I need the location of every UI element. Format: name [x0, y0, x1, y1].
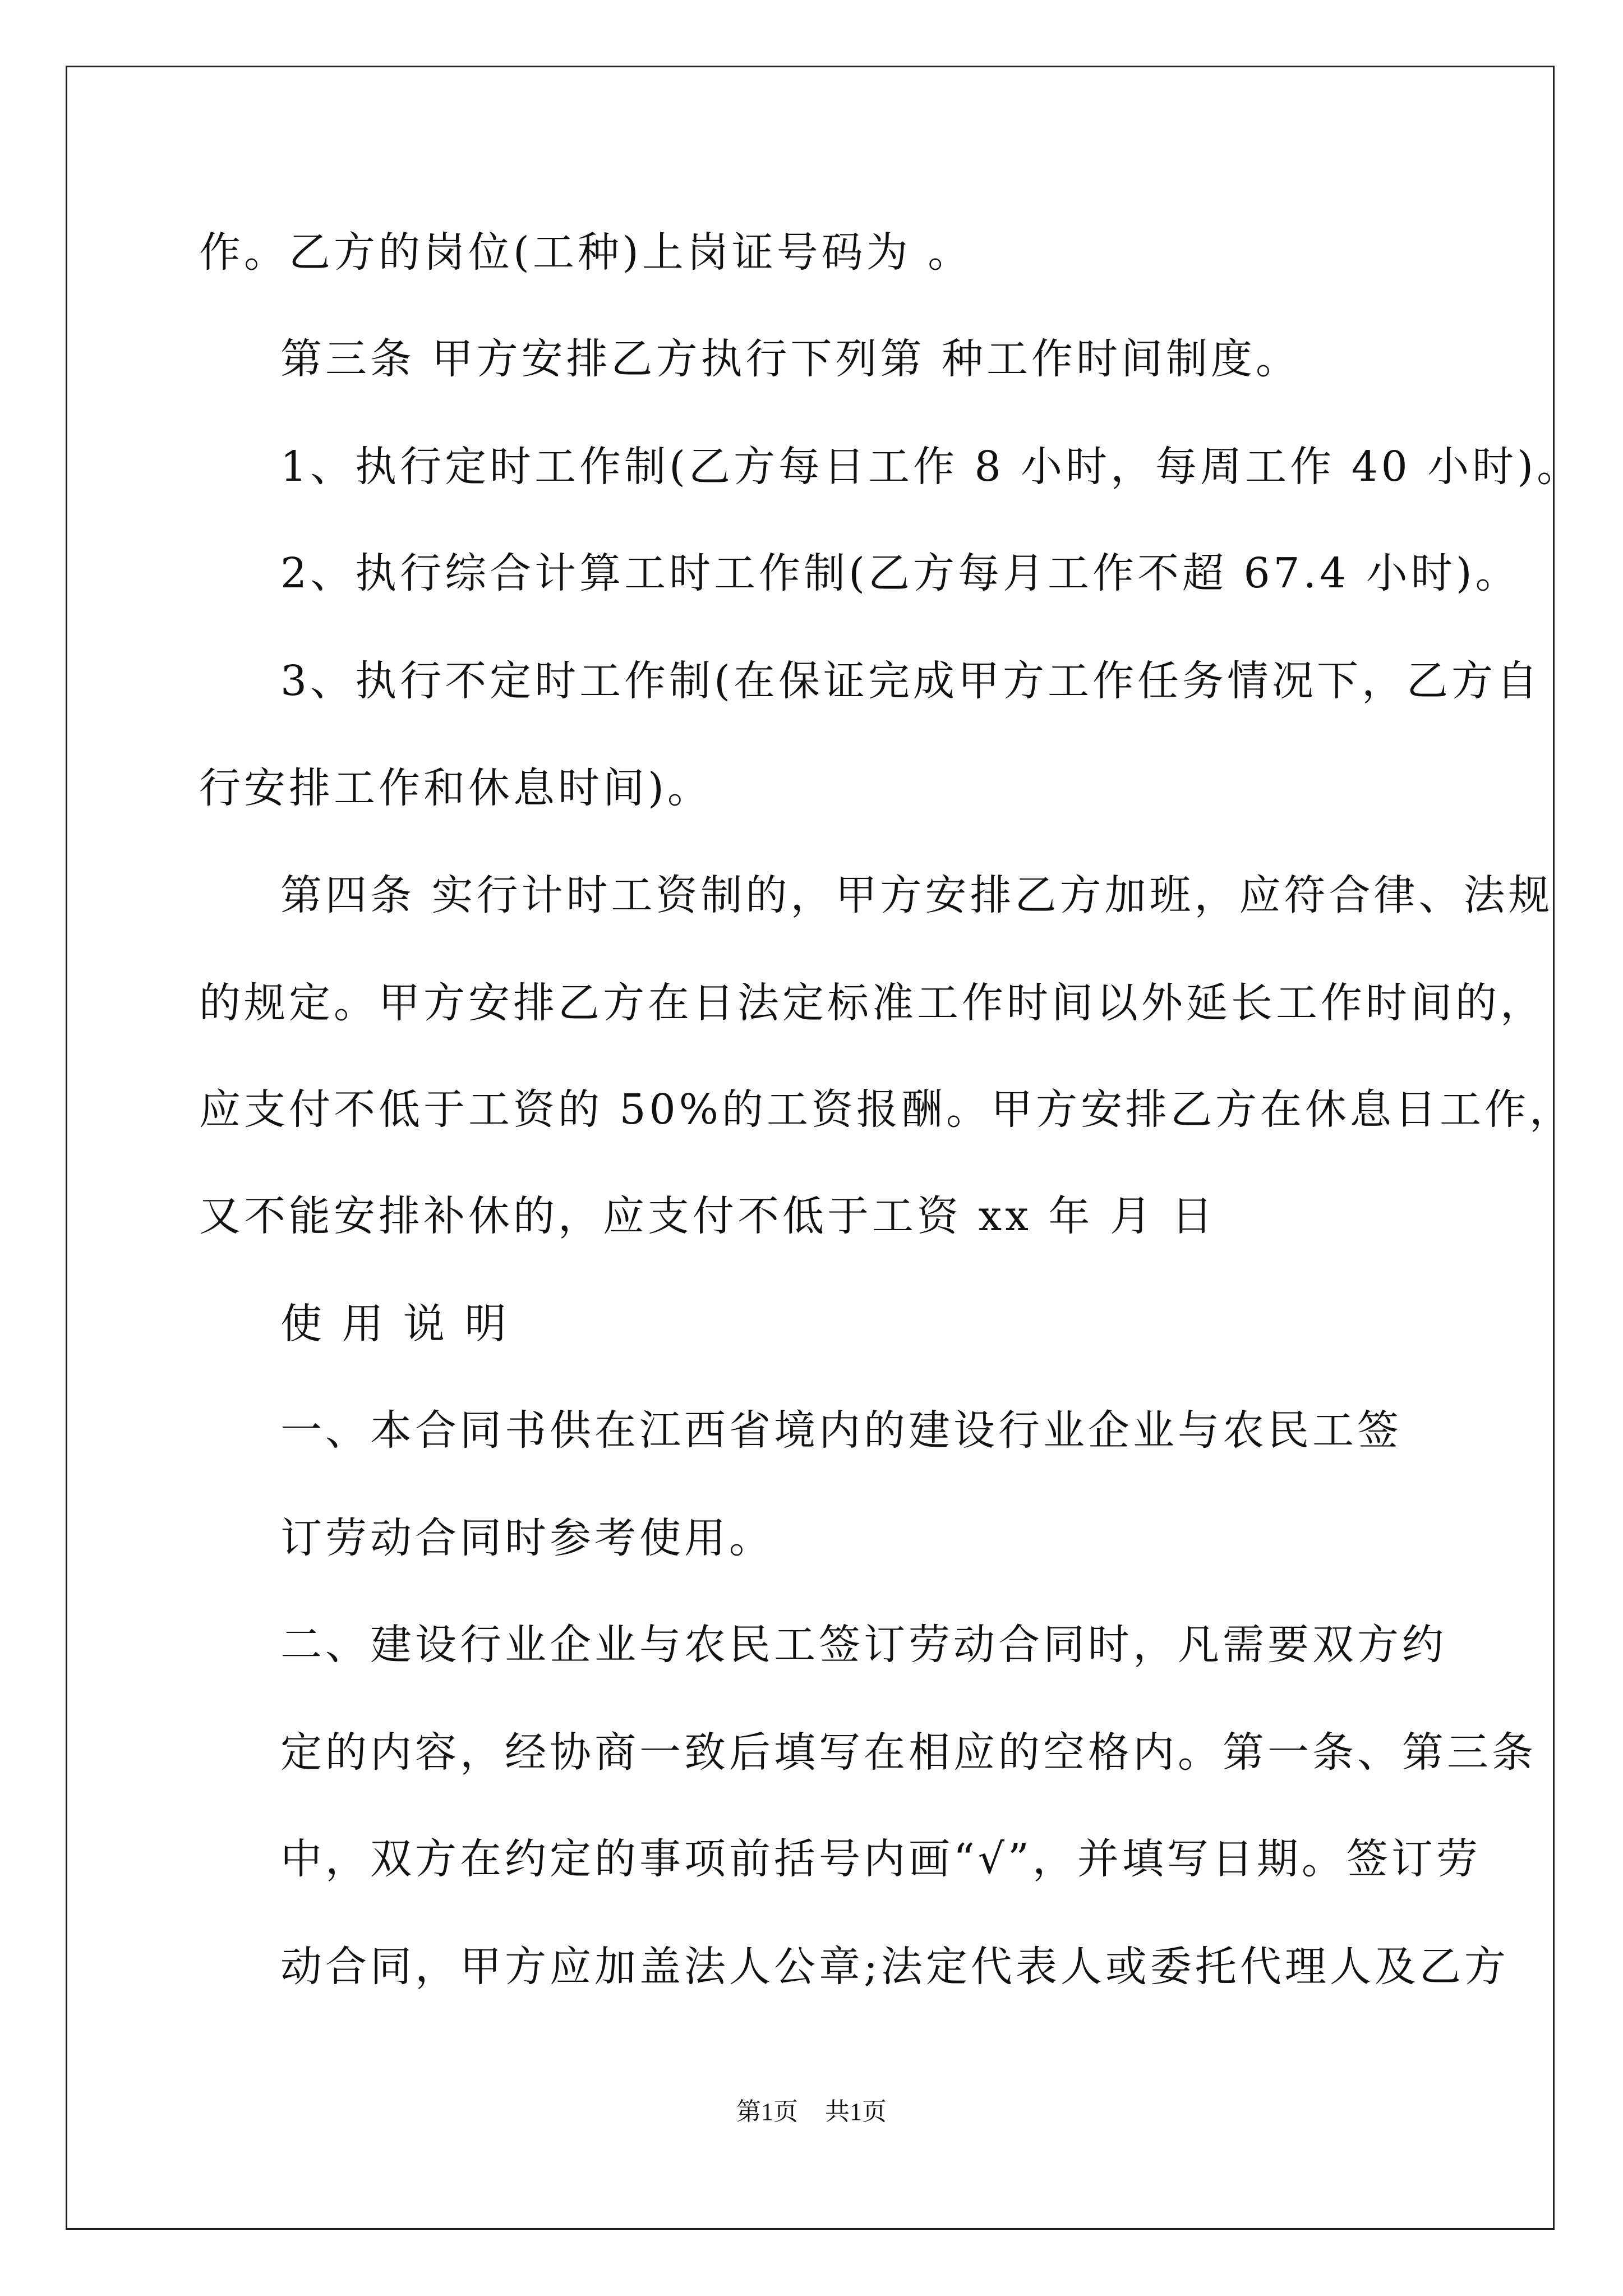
note-item-2: 二、建设行业企业与农民工签订劳动合同时，凡需要双方约: [280, 1621, 1447, 1669]
paragraph-line: 作。乙方的岗位(工种)上岗证号码为 。: [199, 228, 973, 277]
paragraph-line: 订劳动合同时参考使用。: [280, 1514, 774, 1562]
list-item-1: 1、执行定时工作制(乙方每日工作 8 小时，每周工作 40 小时)。: [280, 443, 1582, 491]
list-item-3: 3、执行不定时工作制(在保证完成甲方工作任务情况下，乙方自: [280, 657, 1541, 705]
page-footer: [0, 2095, 1623, 2129]
page-border: [66, 66, 1555, 2230]
paragraph-line: 中，双方在约定的事项前括号内画“√”，并填写日期。签订劳: [280, 1835, 1481, 1883]
paragraph-line: 定的内容，经协商一致后填写在相应的空格内。第一条、第三条: [280, 1728, 1537, 1777]
note-item-1: 一、本合同书供在江西省境内的建设行业企业与农民工签: [280, 1406, 1402, 1455]
paragraph-line: 行安排工作和休息时间)。: [199, 764, 712, 812]
paragraph-line: 又不能安排补休的，应支付不低于工资 xx 年 月 日: [199, 1192, 1216, 1240]
article-4-heading: 第四条 实行计时工资制的，甲方安排乙方加班，应符合律、法规: [280, 871, 1553, 919]
paragraph-line: 动合同，甲方应加盖法人公章;法定代表人或委托代理人及乙方: [280, 1943, 1509, 1991]
page-total: 共1页: [825, 2098, 887, 2125]
paragraph-line: 的规定。甲方安排乙方在日法定标准工作时间以外延长工作时间的，: [199, 979, 1545, 1027]
page-number: 第1页: [736, 2098, 798, 2125]
paragraph-line: 应支付不低于工资的 50%的工资报酬。甲方安排乙方在休息日工作，: [199, 1085, 1574, 1134]
usage-notes-heading: 使 用 说 明: [280, 1300, 510, 1348]
article-3-heading: 第三条 甲方安排乙方执行下列第 种工作时间制度。: [280, 335, 1301, 383]
list-item-2: 2、执行综合计算工时工作制(乙方每月工作不超 67.4 小时)。: [280, 549, 1520, 597]
